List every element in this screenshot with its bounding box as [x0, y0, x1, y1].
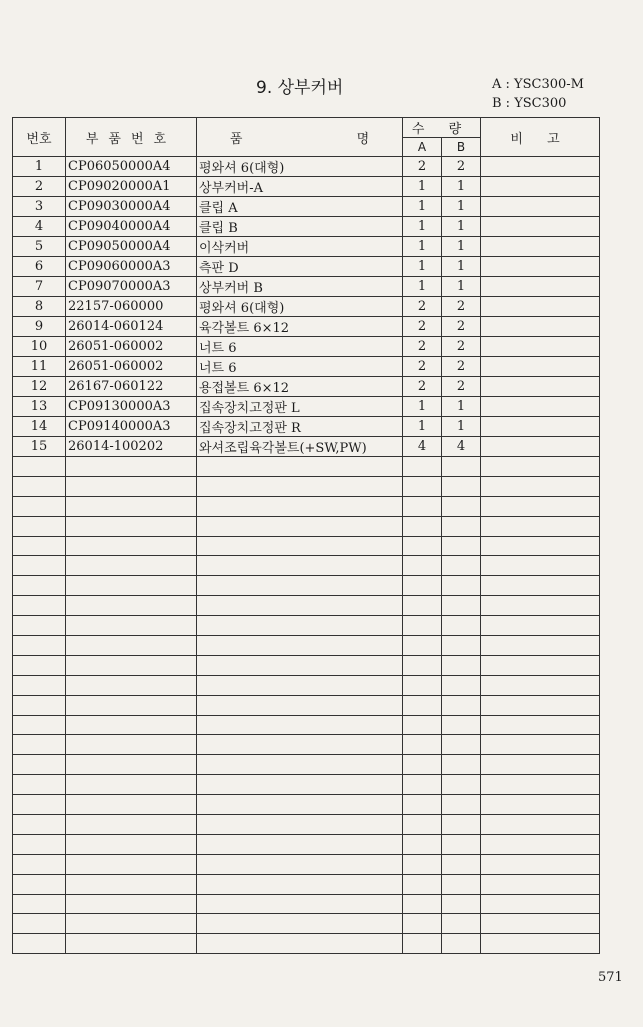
- empty-cell: [403, 914, 442, 934]
- table-row: [13, 297, 600, 317]
- row-qty-b: 1: [442, 197, 481, 217]
- empty-cell: [13, 815, 66, 835]
- empty-cell: [442, 735, 481, 755]
- row-remark: [481, 337, 600, 357]
- empty-cell: [13, 695, 66, 715]
- empty-cell: [442, 675, 481, 695]
- row-number: 6: [13, 257, 66, 277]
- empty-cell: [66, 675, 197, 695]
- empty-cell: [442, 476, 481, 496]
- row-qty-b: 1: [442, 177, 481, 197]
- empty-cell: [481, 536, 600, 556]
- empty-cell: [13, 675, 66, 695]
- empty-row: [13, 636, 600, 656]
- empty-row: [13, 874, 600, 894]
- empty-cell: [481, 735, 600, 755]
- empty-cell: [403, 655, 442, 675]
- empty-cell: [442, 854, 481, 874]
- row-qty-a: 2: [403, 317, 442, 337]
- empty-cell: [197, 715, 403, 735]
- empty-cell: [481, 655, 600, 675]
- empty-cell: [481, 695, 600, 715]
- empty-cell: [66, 695, 197, 715]
- empty-cell: [197, 616, 403, 636]
- empty-row: [13, 596, 600, 616]
- row-qty-a: 1: [403, 397, 442, 417]
- empty-cell: [197, 874, 403, 894]
- row-qty-a: 1: [403, 177, 442, 197]
- row-qty-a: 1: [403, 217, 442, 237]
- row-number: 15: [13, 437, 66, 457]
- row-qty-a: 2: [403, 297, 442, 317]
- row-part-name: 용접볼트 6×12: [197, 377, 403, 397]
- empty-cell: [66, 457, 197, 477]
- row-number: 9: [13, 317, 66, 337]
- empty-cell: [403, 775, 442, 795]
- row-qty-b: 1: [442, 237, 481, 257]
- empty-cell: [13, 536, 66, 556]
- empty-cell: [481, 476, 600, 496]
- empty-row: [13, 496, 600, 516]
- row-part-name: 상부커버-A: [197, 177, 403, 197]
- empty-cell: [403, 496, 442, 516]
- empty-cell: [197, 795, 403, 815]
- row-part-number: CP09060000A3: [66, 257, 197, 277]
- empty-cell: [403, 675, 442, 695]
- table-row: [13, 437, 600, 457]
- empty-cell: [66, 715, 197, 735]
- row-number: 13: [13, 397, 66, 417]
- empty-row: [13, 715, 600, 735]
- row-remark: [481, 197, 600, 217]
- empty-cell: [442, 556, 481, 576]
- empty-cell: [197, 556, 403, 576]
- empty-cell: [66, 874, 197, 894]
- row-qty-a: 2: [403, 357, 442, 377]
- empty-cell: [66, 854, 197, 874]
- empty-cell: [13, 457, 66, 477]
- empty-row: [13, 735, 600, 755]
- empty-cell: [66, 834, 197, 854]
- empty-cell: [66, 496, 197, 516]
- empty-cell: [442, 755, 481, 775]
- empty-cell: [403, 834, 442, 854]
- empty-cell: [442, 516, 481, 536]
- row-qty-b: 1: [442, 417, 481, 437]
- table-row: [13, 157, 600, 177]
- empty-row: [13, 516, 600, 536]
- row-remark: [481, 277, 600, 297]
- empty-cell: [13, 775, 66, 795]
- empty-cell: [197, 496, 403, 516]
- empty-cell: [481, 457, 600, 477]
- empty-cell: [403, 536, 442, 556]
- empty-cell: [13, 755, 66, 775]
- empty-cell: [442, 795, 481, 815]
- empty-row: [13, 556, 600, 576]
- row-part-number: 26167-060122: [66, 377, 197, 397]
- empty-row: [13, 815, 600, 835]
- empty-cell: [442, 934, 481, 954]
- empty-cell: [403, 636, 442, 656]
- row-remark: [481, 237, 600, 257]
- row-part-number: 26051-060002: [66, 337, 197, 357]
- row-qty-b: 2: [442, 297, 481, 317]
- empty-cell: [66, 596, 197, 616]
- empty-cell: [197, 914, 403, 934]
- row-remark: [481, 437, 600, 457]
- empty-row: [13, 775, 600, 795]
- row-number: 11: [13, 357, 66, 377]
- empty-cell: [13, 854, 66, 874]
- empty-cell: [481, 874, 600, 894]
- empty-cell: [403, 516, 442, 536]
- empty-cell: [481, 815, 600, 835]
- row-qty-b: 2: [442, 337, 481, 357]
- empty-cell: [66, 815, 197, 835]
- row-qty-a: 2: [403, 337, 442, 357]
- empty-cell: [403, 874, 442, 894]
- empty-cell: [481, 715, 600, 735]
- empty-cell: [403, 795, 442, 815]
- empty-cell: [66, 735, 197, 755]
- row-part-name: 집속장치고정판 L: [197, 397, 403, 417]
- empty-row: [13, 854, 600, 874]
- row-part-number: CP09020000A1: [66, 177, 197, 197]
- table-row: [13, 237, 600, 257]
- empty-cell: [481, 556, 600, 576]
- empty-row: [13, 576, 600, 596]
- empty-cell: [442, 536, 481, 556]
- empty-cell: [197, 675, 403, 695]
- row-remark: [481, 377, 600, 397]
- empty-cell: [442, 596, 481, 616]
- parts-table: [12, 117, 600, 954]
- page-number: 571: [598, 970, 623, 985]
- row-number: 14: [13, 417, 66, 437]
- header-qty-a: A: [403, 138, 442, 157]
- empty-row: [13, 476, 600, 496]
- row-number: 2: [13, 177, 66, 197]
- empty-cell: [442, 715, 481, 735]
- empty-cell: [66, 516, 197, 536]
- empty-row: [13, 695, 600, 715]
- empty-cell: [197, 476, 403, 496]
- row-part-number: CP09050000A4: [66, 237, 197, 257]
- empty-row: [13, 655, 600, 675]
- empty-cell: [13, 496, 66, 516]
- empty-cell: [197, 775, 403, 795]
- empty-cell: [13, 874, 66, 894]
- empty-cell: [481, 636, 600, 656]
- empty-row: [13, 675, 600, 695]
- table-row: [13, 397, 600, 417]
- empty-cell: [66, 536, 197, 556]
- empty-cell: [13, 735, 66, 755]
- row-number: 4: [13, 217, 66, 237]
- empty-cell: [442, 894, 481, 914]
- row-qty-a: 1: [403, 197, 442, 217]
- row-part-name: 너트 6: [197, 357, 403, 377]
- model-b-label: B : YSC300: [492, 96, 567, 111]
- table-row: [13, 377, 600, 397]
- table-row: [13, 337, 600, 357]
- empty-cell: [403, 616, 442, 636]
- row-qty-b: 2: [442, 317, 481, 337]
- empty-cell: [197, 596, 403, 616]
- row-part-name: 클립 B: [197, 217, 403, 237]
- empty-cell: [442, 695, 481, 715]
- empty-cell: [481, 894, 600, 914]
- empty-cell: [13, 616, 66, 636]
- empty-cell: [197, 834, 403, 854]
- empty-row: [13, 894, 600, 914]
- empty-cell: [403, 815, 442, 835]
- row-qty-b: 1: [442, 397, 481, 417]
- empty-cell: [13, 914, 66, 934]
- empty-row: [13, 914, 600, 934]
- empty-cell: [442, 874, 481, 894]
- row-qty-b: 4: [442, 437, 481, 457]
- row-number: 3: [13, 197, 66, 217]
- empty-row: [13, 616, 600, 636]
- empty-cell: [481, 775, 600, 795]
- row-part-name: 육각볼트 6×12: [197, 317, 403, 337]
- empty-cell: [442, 815, 481, 835]
- row-remark: [481, 317, 600, 337]
- empty-cell: [13, 556, 66, 576]
- row-qty-a: 2: [403, 377, 442, 397]
- row-part-number: 26014-060124: [66, 317, 197, 337]
- empty-cell: [66, 755, 197, 775]
- header-name: 품 명: [197, 118, 403, 157]
- empty-cell: [481, 755, 600, 775]
- row-part-name: 평와셔 6(대형): [197, 157, 403, 177]
- empty-cell: [442, 834, 481, 854]
- row-qty-a: 1: [403, 417, 442, 437]
- empty-cell: [197, 695, 403, 715]
- row-remark: [481, 417, 600, 437]
- empty-cell: [403, 695, 442, 715]
- model-a-label: A : YSC300-M: [492, 77, 584, 92]
- empty-cell: [66, 576, 197, 596]
- empty-cell: [481, 834, 600, 854]
- empty-row: [13, 834, 600, 854]
- empty-cell: [481, 516, 600, 536]
- empty-cell: [66, 476, 197, 496]
- row-part-number: CP09140000A3: [66, 417, 197, 437]
- row-qty-a: 2: [403, 157, 442, 177]
- row-part-number: CP09130000A3: [66, 397, 197, 417]
- empty-cell: [481, 616, 600, 636]
- table-row: [13, 357, 600, 377]
- row-part-number: 22157-060000: [66, 297, 197, 317]
- empty-cell: [66, 655, 197, 675]
- row-remark: [481, 357, 600, 377]
- row-part-name: 집속장치고정판 R: [197, 417, 403, 437]
- empty-cell: [481, 854, 600, 874]
- empty-cell: [403, 934, 442, 954]
- row-number: 12: [13, 377, 66, 397]
- empty-cell: [403, 735, 442, 755]
- empty-cell: [442, 496, 481, 516]
- row-remark: [481, 257, 600, 277]
- empty-cell: [442, 636, 481, 656]
- row-qty-b: 1: [442, 217, 481, 237]
- empty-cell: [403, 755, 442, 775]
- row-part-name: 너트 6: [197, 337, 403, 357]
- empty-cell: [197, 576, 403, 596]
- empty-cell: [403, 556, 442, 576]
- header-part-no: 부품번호: [66, 118, 197, 157]
- empty-cell: [481, 934, 600, 954]
- empty-cell: [197, 655, 403, 675]
- row-part-name: 이삭커버: [197, 237, 403, 257]
- empty-cell: [403, 715, 442, 735]
- table-row: [13, 217, 600, 237]
- page-title: 9. 상부커버: [256, 78, 344, 98]
- empty-cell: [403, 476, 442, 496]
- row-qty-a: 1: [403, 277, 442, 297]
- empty-cell: [442, 576, 481, 596]
- empty-cell: [481, 914, 600, 934]
- row-remark: [481, 397, 600, 417]
- empty-cell: [13, 596, 66, 616]
- empty-cell: [442, 457, 481, 477]
- empty-cell: [481, 496, 600, 516]
- row-part-number: CP06050000A4: [66, 157, 197, 177]
- empty-cell: [403, 854, 442, 874]
- row-qty-a: 1: [403, 257, 442, 277]
- empty-cell: [481, 576, 600, 596]
- empty-cell: [13, 934, 66, 954]
- row-part-name: 상부커버 B: [197, 277, 403, 297]
- row-qty-b: 2: [442, 377, 481, 397]
- empty-cell: [197, 516, 403, 536]
- empty-cell: [197, 755, 403, 775]
- empty-cell: [197, 815, 403, 835]
- empty-cell: [403, 596, 442, 616]
- row-part-number: 26051-060002: [66, 357, 197, 377]
- row-part-name: 측판 D: [197, 257, 403, 277]
- empty-row: [13, 755, 600, 775]
- table-row: [13, 177, 600, 197]
- empty-cell: [13, 894, 66, 914]
- empty-cell: [481, 675, 600, 695]
- row-part-name: 평와셔 6(대형): [197, 297, 403, 317]
- empty-cell: [442, 655, 481, 675]
- row-qty-b: 2: [442, 357, 481, 377]
- row-number: 5: [13, 237, 66, 257]
- row-part-number: CP09030000A4: [66, 197, 197, 217]
- empty-row: [13, 457, 600, 477]
- empty-cell: [197, 636, 403, 656]
- empty-cell: [197, 934, 403, 954]
- row-remark: [481, 157, 600, 177]
- empty-cell: [66, 775, 197, 795]
- row-part-name: 와셔조립육각볼트(+SW,PW): [197, 437, 403, 457]
- empty-cell: [13, 715, 66, 735]
- empty-cell: [13, 655, 66, 675]
- row-part-name: 클립 A: [197, 197, 403, 217]
- header-no: 번호: [13, 118, 66, 157]
- empty-row: [13, 536, 600, 556]
- table-row: [13, 257, 600, 277]
- empty-cell: [481, 795, 600, 815]
- empty-cell: [13, 476, 66, 496]
- empty-cell: [197, 854, 403, 874]
- empty-cell: [442, 914, 481, 934]
- row-remark: [481, 297, 600, 317]
- row-qty-b: 2: [442, 157, 481, 177]
- empty-cell: [442, 775, 481, 795]
- row-remark: [481, 217, 600, 237]
- row-qty-b: 1: [442, 277, 481, 297]
- empty-row: [13, 795, 600, 815]
- empty-cell: [197, 536, 403, 556]
- empty-row: [13, 934, 600, 954]
- empty-cell: [66, 556, 197, 576]
- empty-cell: [403, 894, 442, 914]
- empty-cell: [13, 834, 66, 854]
- row-number: 10: [13, 337, 66, 357]
- header-remark: 비 고: [481, 118, 600, 157]
- row-qty-a: 1: [403, 237, 442, 257]
- empty-cell: [13, 576, 66, 596]
- empty-cell: [481, 596, 600, 616]
- empty-cell: [197, 735, 403, 755]
- row-qty-b: 1: [442, 257, 481, 277]
- table-row: [13, 197, 600, 217]
- row-part-number: CP09040000A4: [66, 217, 197, 237]
- empty-cell: [13, 516, 66, 536]
- row-number: 1: [13, 157, 66, 177]
- empty-cell: [13, 795, 66, 815]
- row-remark: [481, 177, 600, 197]
- table-row: [13, 417, 600, 437]
- empty-cell: [66, 616, 197, 636]
- row-qty-a: 4: [403, 437, 442, 457]
- row-part-number: CP09070000A3: [66, 277, 197, 297]
- empty-cell: [197, 457, 403, 477]
- row-number: 8: [13, 297, 66, 317]
- empty-cell: [66, 934, 197, 954]
- row-part-number: 26014-100202: [66, 437, 197, 457]
- empty-cell: [197, 894, 403, 914]
- empty-cell: [66, 636, 197, 656]
- empty-cell: [66, 914, 197, 934]
- empty-cell: [13, 636, 66, 656]
- table-row: [13, 317, 600, 337]
- empty-cell: [66, 795, 197, 815]
- table-row: [13, 277, 600, 297]
- empty-cell: [403, 576, 442, 596]
- header-qty: 수 량: [403, 118, 481, 138]
- empty-cell: [66, 894, 197, 914]
- empty-cell: [403, 457, 442, 477]
- empty-cell: [442, 616, 481, 636]
- header-qty-b: B: [442, 138, 481, 157]
- row-number: 7: [13, 277, 66, 297]
